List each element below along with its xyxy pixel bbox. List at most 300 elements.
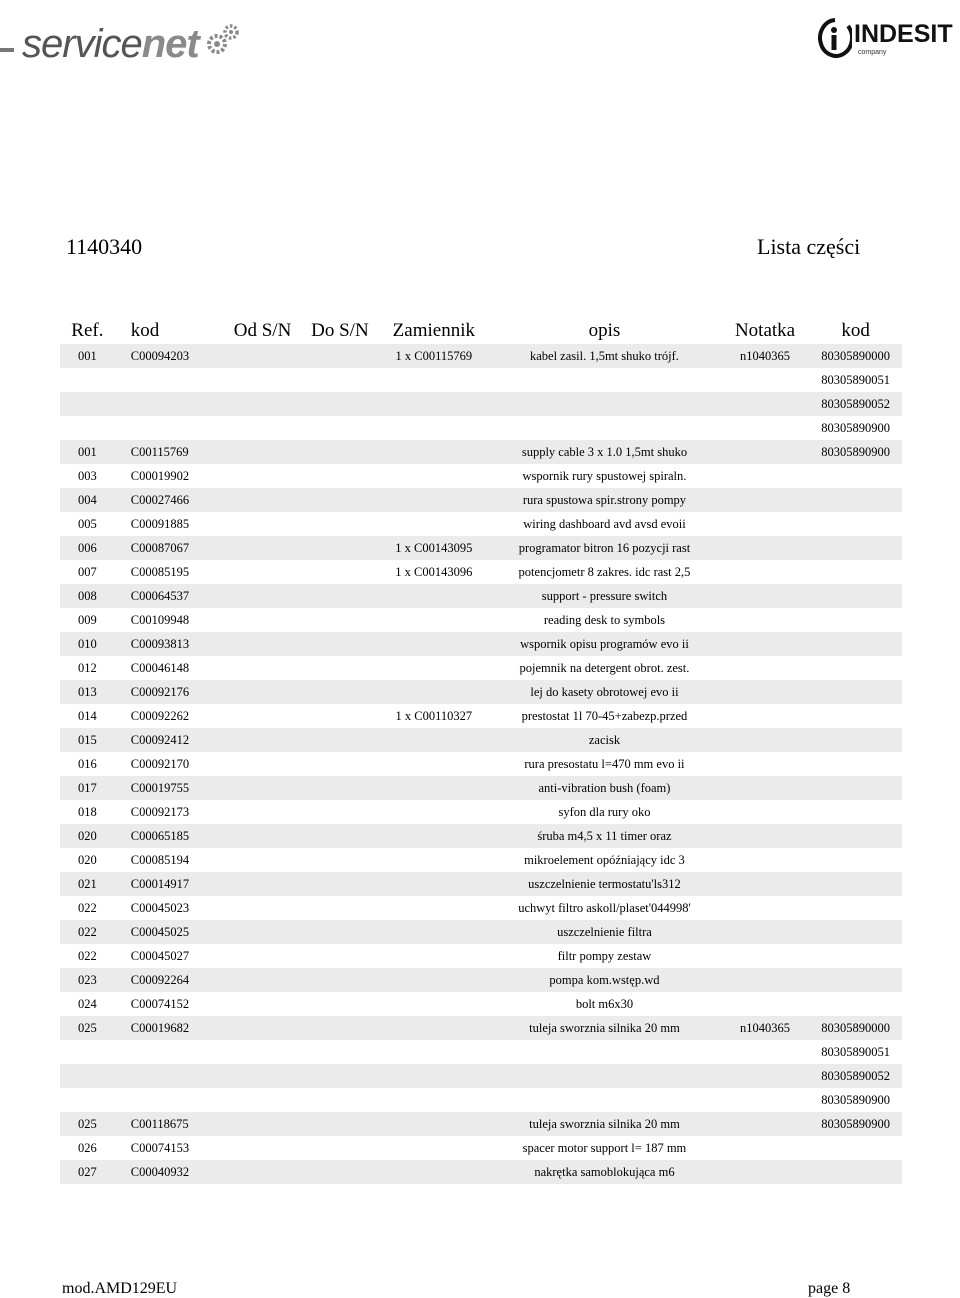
- cell-od-sn: [225, 848, 300, 872]
- cell-kod: C00093813: [115, 632, 225, 656]
- cell-ref: 010: [60, 632, 115, 656]
- cell-zamiennik: 1 x C00143096: [395, 564, 473, 579]
- cell-zamiennik: [380, 800, 489, 824]
- table-row: [60, 968, 902, 992]
- cell-ref: 020: [60, 824, 115, 848]
- cell-od-sn: [225, 656, 300, 680]
- cell-kod-2: [809, 584, 902, 608]
- table-row: [60, 488, 902, 512]
- cell-zamiennik: [380, 752, 489, 776]
- cell-kod: C00092262: [130, 708, 190, 723]
- cell-opis: [488, 1040, 721, 1064]
- cell-do-sn: [300, 392, 379, 416]
- col-header-kod-2: kod: [841, 320, 870, 341]
- indesit-logo-text: INDESIT: [854, 20, 953, 48]
- cell-opis: [488, 1064, 721, 1088]
- cell-zamiennik: [380, 968, 489, 992]
- cell-do-sn: [300, 992, 379, 1016]
- cell-notatka: [721, 1064, 809, 1088]
- cell-zamiennik: [380, 416, 489, 440]
- cell-kod-2: [809, 656, 902, 680]
- cell-opis: rura presostatu l=470 mm evo ii: [524, 756, 685, 771]
- cell-kod-2: [809, 1136, 902, 1160]
- cell-opis: tuleja sworznia silnika 20 mm: [488, 1016, 721, 1040]
- table-row: [60, 344, 902, 368]
- cell-kod: C00074153: [130, 1140, 190, 1155]
- cell-od-sn: [225, 704, 300, 728]
- cell-zamiennik: 1 x C00115769: [380, 344, 489, 368]
- cell-opis: syfon dla rury oko: [558, 804, 651, 819]
- cell-notatka: [721, 416, 809, 440]
- cell-kod-2: [809, 752, 902, 776]
- cell-do-sn: [300, 872, 379, 896]
- cell-kod-2: 80305890900: [821, 1092, 890, 1107]
- cell-od-sn: [225, 440, 300, 464]
- cell-ref: [60, 1088, 115, 1112]
- col-header-kod: kod: [130, 320, 160, 341]
- cell-zamiennik: [380, 848, 489, 872]
- cell-kod-2: 80305890052: [809, 1064, 902, 1088]
- cell-ref: 024: [78, 996, 97, 1011]
- cell-kod: C00092264: [115, 968, 225, 992]
- cell-kod: C00092173: [130, 804, 190, 819]
- cell-kod-2: [809, 800, 902, 824]
- cell-ref: 007: [78, 564, 97, 579]
- cell-do-sn: [300, 944, 379, 968]
- cell-kod: C00091885: [130, 516, 190, 531]
- cell-od-sn: [225, 560, 300, 584]
- cell-od-sn: [225, 392, 300, 416]
- indesit-logo-subtext: company: [858, 49, 887, 56]
- cell-ref: 009: [78, 612, 97, 627]
- cell-do-sn: [300, 464, 379, 488]
- cell-kod: C00019682: [115, 1016, 225, 1040]
- table-row: [60, 392, 902, 416]
- cell-od-sn: [225, 584, 300, 608]
- cell-zamiennik: [380, 920, 489, 944]
- cell-kod-2: [809, 776, 902, 800]
- cell-zamiennik: [380, 512, 489, 536]
- cell-ref: 022: [60, 920, 115, 944]
- cell-notatka: [721, 608, 809, 632]
- table-row: [60, 848, 902, 872]
- cell-kod: C00109948: [130, 612, 190, 627]
- cell-kod: C00019902: [130, 468, 190, 483]
- cell-ref: 018: [78, 804, 97, 819]
- cell-ref: 017: [60, 776, 115, 800]
- cell-kod-2: [809, 728, 902, 752]
- cell-opis: zacisk: [488, 728, 721, 752]
- table-row: [60, 560, 902, 584]
- cell-zamiennik: [380, 464, 489, 488]
- document-number: 1140340: [66, 234, 143, 259]
- cell-opis: supply cable 3 x 1.0 1,5mt shuko: [488, 440, 721, 464]
- cell-kod: [115, 1040, 225, 1064]
- cell-notatka: [721, 848, 809, 872]
- cell-od-sn: [225, 752, 300, 776]
- cell-kod: C00085194: [130, 852, 190, 867]
- cell-kod: C00014917: [115, 872, 225, 896]
- cell-kod-2: [809, 872, 902, 896]
- cell-od-sn: [225, 824, 300, 848]
- cell-opis: lej do kasety obrotowej evo ii: [488, 680, 721, 704]
- table-row: [60, 632, 902, 656]
- cell-notatka: [721, 728, 809, 752]
- cell-zamiennik: [380, 440, 489, 464]
- cell-od-sn: [225, 776, 300, 800]
- cell-od-sn: [225, 896, 300, 920]
- cell-kod-2: [809, 560, 902, 584]
- cell-ref: 004: [60, 488, 115, 512]
- cell-od-sn: [225, 968, 300, 992]
- cell-notatka: [721, 656, 809, 680]
- cell-notatka: [721, 680, 809, 704]
- cell-do-sn: [300, 728, 379, 752]
- cell-ref: 006: [60, 536, 115, 560]
- cell-kod-2: 80305890900: [821, 420, 890, 435]
- cell-ref: 012: [78, 660, 97, 675]
- cell-kod: [115, 392, 225, 416]
- table-row: [60, 704, 902, 728]
- cell-notatka: [721, 968, 809, 992]
- cell-ref: 021: [60, 872, 115, 896]
- cell-opis: mikroelement opóźniający idc 3: [524, 852, 685, 867]
- cell-opis: [488, 416, 721, 440]
- page-header: [0, 0, 960, 70]
- cell-do-sn: [300, 752, 379, 776]
- cell-do-sn: [300, 1160, 379, 1184]
- cell-opis: filtr pompy zestaw: [557, 948, 652, 963]
- cell-kod: C00118675: [115, 1112, 225, 1136]
- cell-do-sn: [300, 776, 379, 800]
- cell-kod: C00064537: [115, 584, 225, 608]
- parts-table-body: [60, 344, 902, 1184]
- cell-od-sn: [225, 488, 300, 512]
- cell-kod-2: [809, 968, 902, 992]
- cell-zamiennik: [380, 1136, 489, 1160]
- cell-ref: 022: [78, 900, 97, 915]
- table-row: [60, 512, 902, 536]
- cell-od-sn: [225, 368, 300, 392]
- table-row: [60, 536, 902, 560]
- cell-ref: 027: [60, 1160, 115, 1184]
- cell-opis: tuleja sworznia silnika 20 mm: [488, 1112, 721, 1136]
- cell-opis: programator bitron 16 pozycji rast: [488, 536, 721, 560]
- cell-do-sn: [300, 344, 379, 368]
- cell-zamiennik: [380, 1088, 489, 1112]
- cell-do-sn: [300, 1136, 379, 1160]
- cell-do-sn: [300, 680, 379, 704]
- cell-ref: 016: [78, 756, 97, 771]
- cell-od-sn: [225, 1088, 300, 1112]
- cell-ref: 026: [78, 1140, 97, 1155]
- table-row: [60, 872, 902, 896]
- cell-kod: [115, 416, 225, 440]
- cell-ref: 022: [78, 948, 97, 963]
- table-row: [60, 416, 902, 440]
- cell-opis: spacer motor support l= 187 mm: [522, 1140, 687, 1155]
- cell-notatka: [721, 560, 809, 584]
- cell-ref: 001: [60, 440, 115, 464]
- cell-do-sn: [300, 488, 379, 512]
- cell-opis: support - pressure switch: [488, 584, 721, 608]
- cell-kod-2: 80305890900: [809, 440, 902, 464]
- cell-od-sn: [225, 1016, 300, 1040]
- cell-do-sn: [300, 368, 379, 392]
- cell-notatka: [721, 1088, 809, 1112]
- cell-notatka: [721, 584, 809, 608]
- cell-notatka: [721, 512, 809, 536]
- cell-opis: pojemnik na detergent obrot. zest.: [519, 660, 690, 675]
- cell-kod: C00040932: [115, 1160, 225, 1184]
- cell-kod: C00085195: [130, 564, 190, 579]
- cell-opis: nakrętka samoblokująca m6: [488, 1160, 721, 1184]
- cell-ref: 014: [78, 708, 97, 723]
- cell-kod-2: 80305890900: [809, 1112, 902, 1136]
- cell-notatka: [721, 992, 809, 1016]
- cell-do-sn: [300, 800, 379, 824]
- cell-ref: 015: [60, 728, 115, 752]
- cell-notatka: [721, 1136, 809, 1160]
- col-header-zamiennik: Zamiennik: [392, 320, 475, 341]
- table-row: [60, 944, 902, 968]
- cell-opis: bolt m6x30: [575, 996, 634, 1011]
- cell-zamiennik: [380, 632, 489, 656]
- cell-notatka: [721, 440, 809, 464]
- cell-zamiennik: [380, 896, 489, 920]
- cell-od-sn: [225, 680, 300, 704]
- cell-kod: C00074152: [130, 996, 190, 1011]
- cell-kod-2: 80305890052: [809, 392, 902, 416]
- cell-kod-2: [809, 848, 902, 872]
- cell-do-sn: [300, 656, 379, 680]
- cell-do-sn: [300, 632, 379, 656]
- cell-kod: C00065185: [115, 824, 225, 848]
- cell-kod: C00087067: [115, 536, 225, 560]
- cell-kod-2: 80305890000: [809, 344, 902, 368]
- cell-opis: potencjometr 8 zakres. idc rast 2,5: [518, 564, 691, 579]
- cell-notatka: [721, 1112, 809, 1136]
- cell-od-sn: [225, 1040, 300, 1064]
- cell-opis: uszczelnienie termostatu'ls312: [488, 872, 721, 896]
- cell-notatka: [721, 944, 809, 968]
- cell-opis: anti-vibration bush (foam): [488, 776, 721, 800]
- table-row: [60, 728, 902, 752]
- cell-notatka: [721, 776, 809, 800]
- cell-kod-2: [809, 632, 902, 656]
- cell-od-sn: [225, 944, 300, 968]
- cell-do-sn: [300, 920, 379, 944]
- cell-od-sn: [225, 872, 300, 896]
- cell-do-sn: [300, 968, 379, 992]
- cell-kod: C00046148: [130, 660, 190, 675]
- table-row: [60, 1112, 902, 1136]
- cell-kod: [115, 368, 225, 392]
- cell-opis: rura spustowa spir.strony pompy: [488, 488, 721, 512]
- cell-kod-2: [809, 920, 902, 944]
- cell-do-sn: [300, 608, 379, 632]
- col-header-od-sn: Od S/N: [233, 320, 292, 341]
- cell-kod-2: [809, 680, 902, 704]
- table-row: [60, 920, 902, 944]
- cell-od-sn: [225, 416, 300, 440]
- table-row: [60, 680, 902, 704]
- cell-zamiennik: [380, 992, 489, 1016]
- cell-do-sn: [300, 1016, 379, 1040]
- cell-notatka: n1040365: [721, 1016, 809, 1040]
- cell-ref: 003: [78, 468, 97, 483]
- cell-zamiennik: [380, 392, 489, 416]
- cell-do-sn: [300, 416, 379, 440]
- cell-ref: 023: [60, 968, 115, 992]
- cell-od-sn: [225, 632, 300, 656]
- cell-kod-2: 80305890051: [821, 372, 890, 387]
- cell-zamiennik: [380, 608, 489, 632]
- cell-notatka: [721, 536, 809, 560]
- cell-notatka: [721, 920, 809, 944]
- cell-kod: C00092170: [130, 756, 190, 771]
- cell-od-sn: [225, 512, 300, 536]
- cell-kod-2: [809, 464, 902, 488]
- cell-zamiennik: [380, 680, 489, 704]
- cell-opis: wiring dashboard avd avsd evoii: [523, 516, 686, 531]
- table-row: [60, 1064, 902, 1088]
- cell-do-sn: [300, 1040, 379, 1064]
- cell-opis: kabel zasil. 1,5mt shuko trójf.: [488, 344, 721, 368]
- cell-notatka: [721, 896, 809, 920]
- cell-kod-2: [809, 704, 902, 728]
- cell-kod: C00115769: [115, 440, 225, 464]
- table-row: [60, 1136, 902, 1160]
- cell-zamiennik: [380, 1112, 489, 1136]
- cell-do-sn: [300, 560, 379, 584]
- table-row: [60, 800, 902, 824]
- cell-kod: C00092176: [115, 680, 225, 704]
- footer-page-number: page 8: [808, 1280, 851, 1297]
- table-header-row: [60, 318, 902, 344]
- cell-od-sn: [225, 1160, 300, 1184]
- cell-ref: 005: [78, 516, 97, 531]
- cell-zamiennik: [380, 824, 489, 848]
- cell-od-sn: [225, 800, 300, 824]
- cell-do-sn: [300, 704, 379, 728]
- cell-do-sn: [300, 848, 379, 872]
- cell-zamiennik: [380, 944, 489, 968]
- cell-do-sn: [300, 440, 379, 464]
- cell-notatka: [721, 824, 809, 848]
- cell-kod-2: [809, 488, 902, 512]
- cell-od-sn: [225, 728, 300, 752]
- cell-do-sn: [300, 1088, 379, 1112]
- table-row: [60, 992, 902, 1016]
- cell-opis: [488, 1088, 721, 1112]
- cell-notatka: n1040365: [721, 344, 809, 368]
- cell-kod: C00094203: [115, 344, 225, 368]
- cell-kod: C00092412: [115, 728, 225, 752]
- cell-opis: wspornik rury spustowej spiraln.: [522, 468, 687, 483]
- cell-zamiennik: [380, 1016, 489, 1040]
- cell-kod: C00045027: [130, 948, 190, 963]
- cell-zamiennik: [380, 368, 489, 392]
- cell-notatka: [721, 752, 809, 776]
- cell-notatka: [721, 704, 809, 728]
- cell-zamiennik: [380, 656, 489, 680]
- col-header-do-sn: Do S/N: [311, 320, 369, 341]
- col-header-notatka: Notatka: [734, 320, 796, 341]
- cell-kod: [115, 1088, 225, 1112]
- table-row: [60, 440, 902, 464]
- cell-kod-2: [809, 992, 902, 1016]
- cell-zamiennik: [380, 488, 489, 512]
- cell-do-sn: [300, 1112, 379, 1136]
- cell-zamiennik: 1 x C00143095: [380, 536, 489, 560]
- cell-kod: C00019755: [115, 776, 225, 800]
- cell-opis: wspornik opisu programów evo ii: [488, 632, 721, 656]
- cell-zamiennik: [380, 584, 489, 608]
- cell-od-sn: [225, 344, 300, 368]
- cell-od-sn: [225, 464, 300, 488]
- cell-notatka: [721, 368, 809, 392]
- table-row: [60, 1160, 902, 1184]
- footer-model: mod.AMD129EU: [62, 1280, 178, 1297]
- table-row: [60, 824, 902, 848]
- cell-od-sn: [225, 1112, 300, 1136]
- logo-rule: [0, 48, 14, 52]
- table-row: [60, 1040, 902, 1064]
- cell-ref: [60, 368, 115, 392]
- cell-kod: C00045025: [115, 920, 225, 944]
- table-row: [60, 776, 902, 800]
- cell-od-sn: [225, 1136, 300, 1160]
- col-header-ref: Ref.: [71, 320, 104, 341]
- document-title: Lista części: [757, 234, 861, 259]
- cell-do-sn: [300, 536, 379, 560]
- cell-zamiennik: [380, 1040, 489, 1064]
- table-row: [60, 368, 902, 392]
- cell-od-sn: [225, 536, 300, 560]
- cell-notatka: [721, 1160, 809, 1184]
- cell-ref: 001: [60, 344, 115, 368]
- cell-opis: uszczelnienie filtra: [488, 920, 721, 944]
- cell-notatka: [721, 632, 809, 656]
- cell-ref: [60, 416, 115, 440]
- parts-table: [60, 318, 902, 1184]
- indesit-emblem-icon: [818, 18, 852, 58]
- cell-opis: [488, 368, 721, 392]
- cell-opis: reading desk to symbols: [543, 612, 666, 627]
- cell-opis: pompa kom.wstęp.wd: [488, 968, 721, 992]
- cell-ref: [60, 1064, 115, 1088]
- col-header-opis: opis: [588, 320, 621, 341]
- cell-do-sn: [300, 824, 379, 848]
- table-row: [60, 656, 902, 680]
- cell-kod-2: 80305890051: [821, 1044, 890, 1059]
- cell-do-sn: [300, 1064, 379, 1088]
- cell-ref: [60, 1040, 115, 1064]
- cell-notatka: [721, 392, 809, 416]
- cell-do-sn: [300, 896, 379, 920]
- cell-kod-2: [809, 824, 902, 848]
- cell-opis: uchwyt filtro askoll/plaset'044998': [518, 900, 691, 915]
- table-row: [60, 584, 902, 608]
- cell-ref: [60, 392, 115, 416]
- cell-notatka: [721, 872, 809, 896]
- cell-zamiennik: [380, 776, 489, 800]
- cell-kod: [115, 1064, 225, 1088]
- table-row: [60, 1088, 902, 1112]
- servicenet-logo-text: servicenet: [22, 22, 199, 66]
- cell-zamiennik: [380, 1160, 489, 1184]
